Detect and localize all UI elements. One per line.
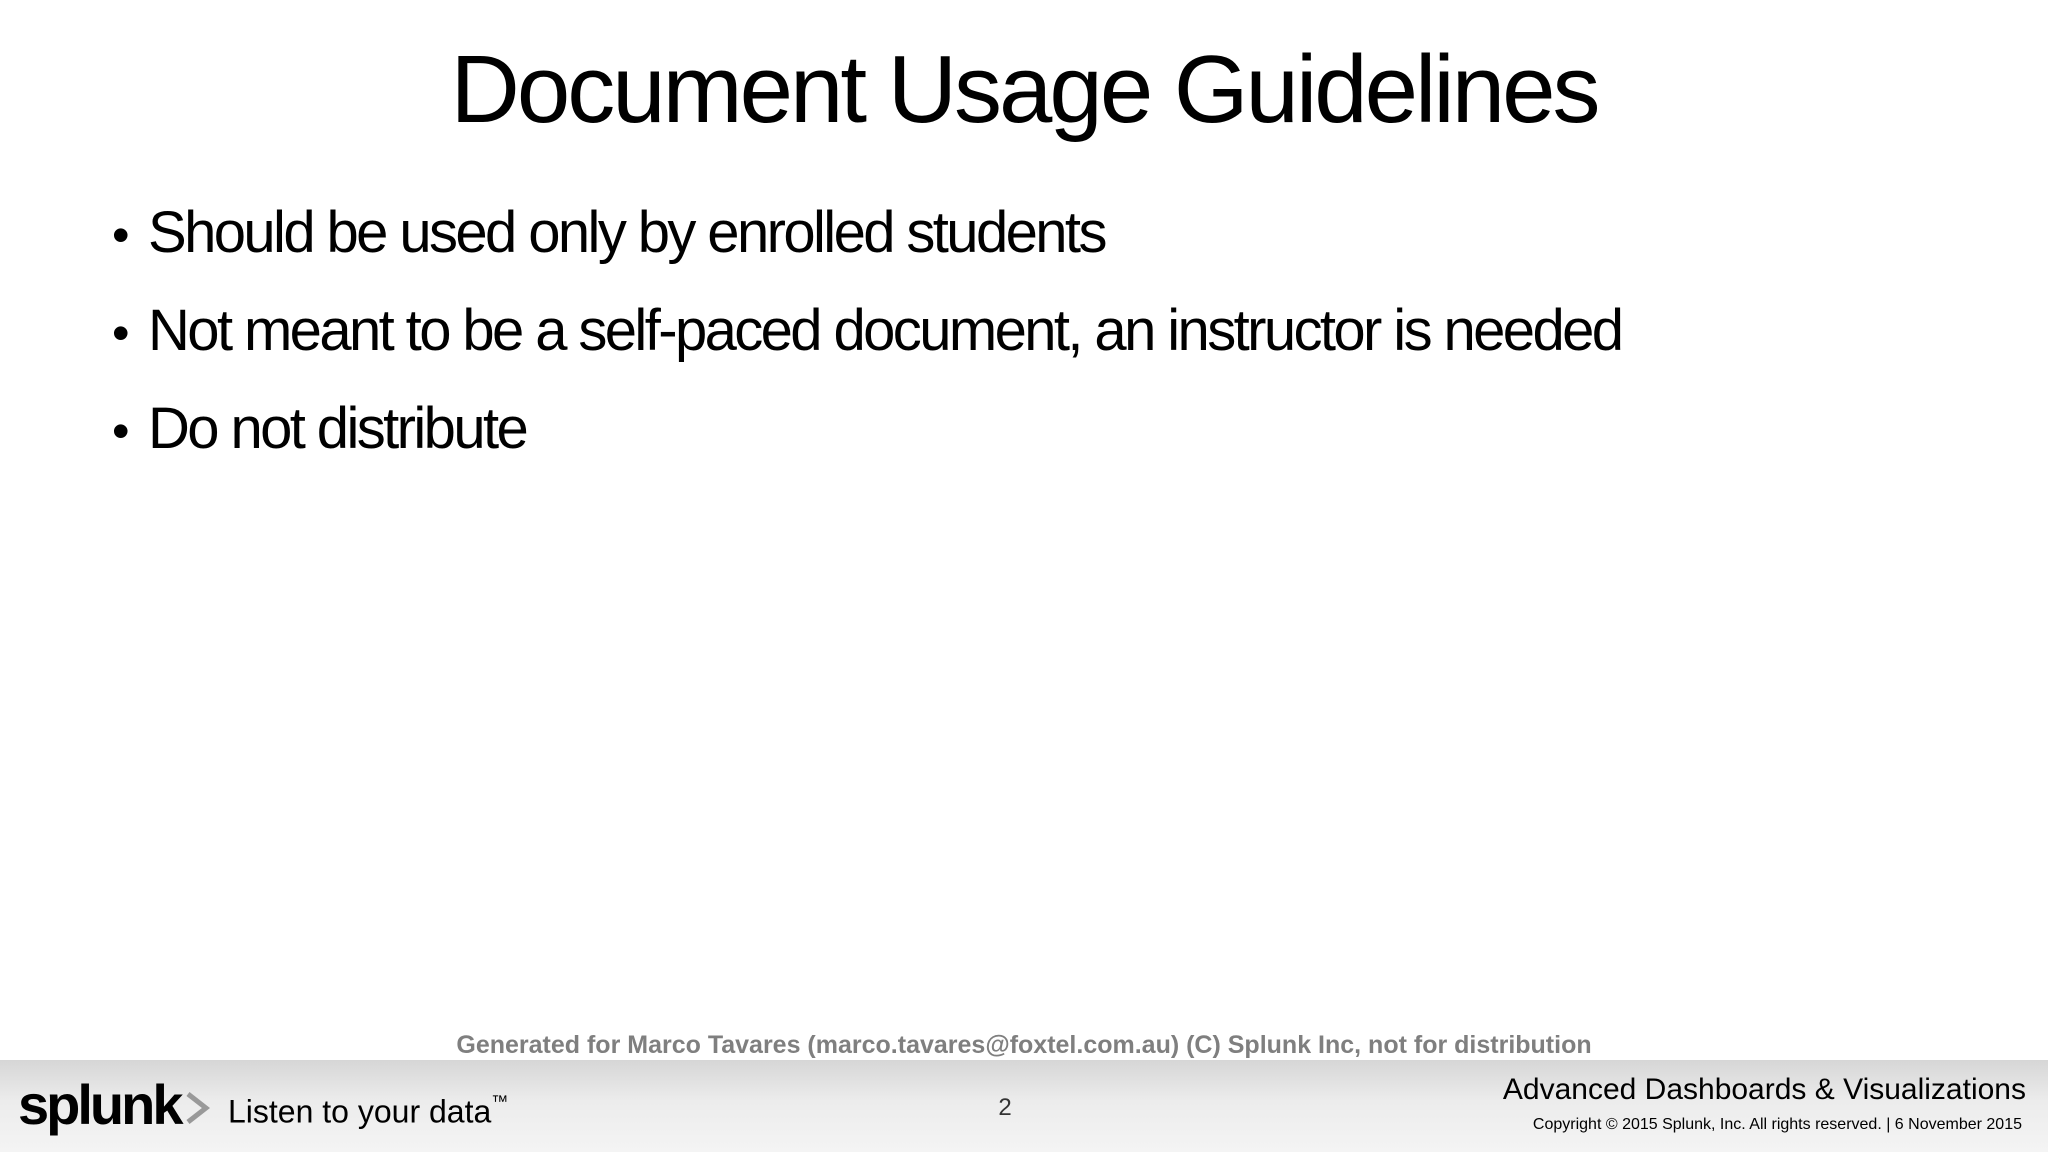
bullet-list (112, 185, 1621, 479)
slide-title: Document Usage Guidelines (450, 36, 1598, 143)
bullet-icon: • (112, 403, 130, 459)
distribution-watermark: Generated for Marco Tavares (marco.tavares@foxtel.com.au) (C) Splunk Inc, not for distribution (456, 1031, 1592, 1059)
trademark-mark: ™ (491, 1092, 509, 1111)
page-number: 2 (998, 1094, 1012, 1121)
bullet-text: Not meant to be a self-paced document, an instructor is needed (148, 298, 1622, 363)
bullet-text: Should be used only by enrolled students (148, 200, 1105, 265)
bullet-item (112, 381, 1621, 479)
course-title: Advanced Dashboards & Visualizations (1502, 1073, 2026, 1106)
splunk-logo (18, 1070, 210, 1140)
bullet-item (112, 283, 1621, 381)
bullet-icon: • (112, 305, 130, 361)
bullet-icon: • (112, 207, 130, 263)
copyright-notice: Copyright © 2015 Splunk, Inc. All rights reserved. | 6 November 2015 (1532, 1116, 2022, 1133)
logo-wordmark: splunk (18, 1073, 181, 1136)
tagline (228, 1086, 508, 1132)
slide-footer (0, 1060, 2048, 1152)
tagline-text: Listen to your data (228, 1093, 492, 1130)
bullet-item (112, 185, 1621, 283)
chevron-right-icon (184, 1088, 210, 1128)
bullet-text: Do not distribute (148, 396, 527, 461)
